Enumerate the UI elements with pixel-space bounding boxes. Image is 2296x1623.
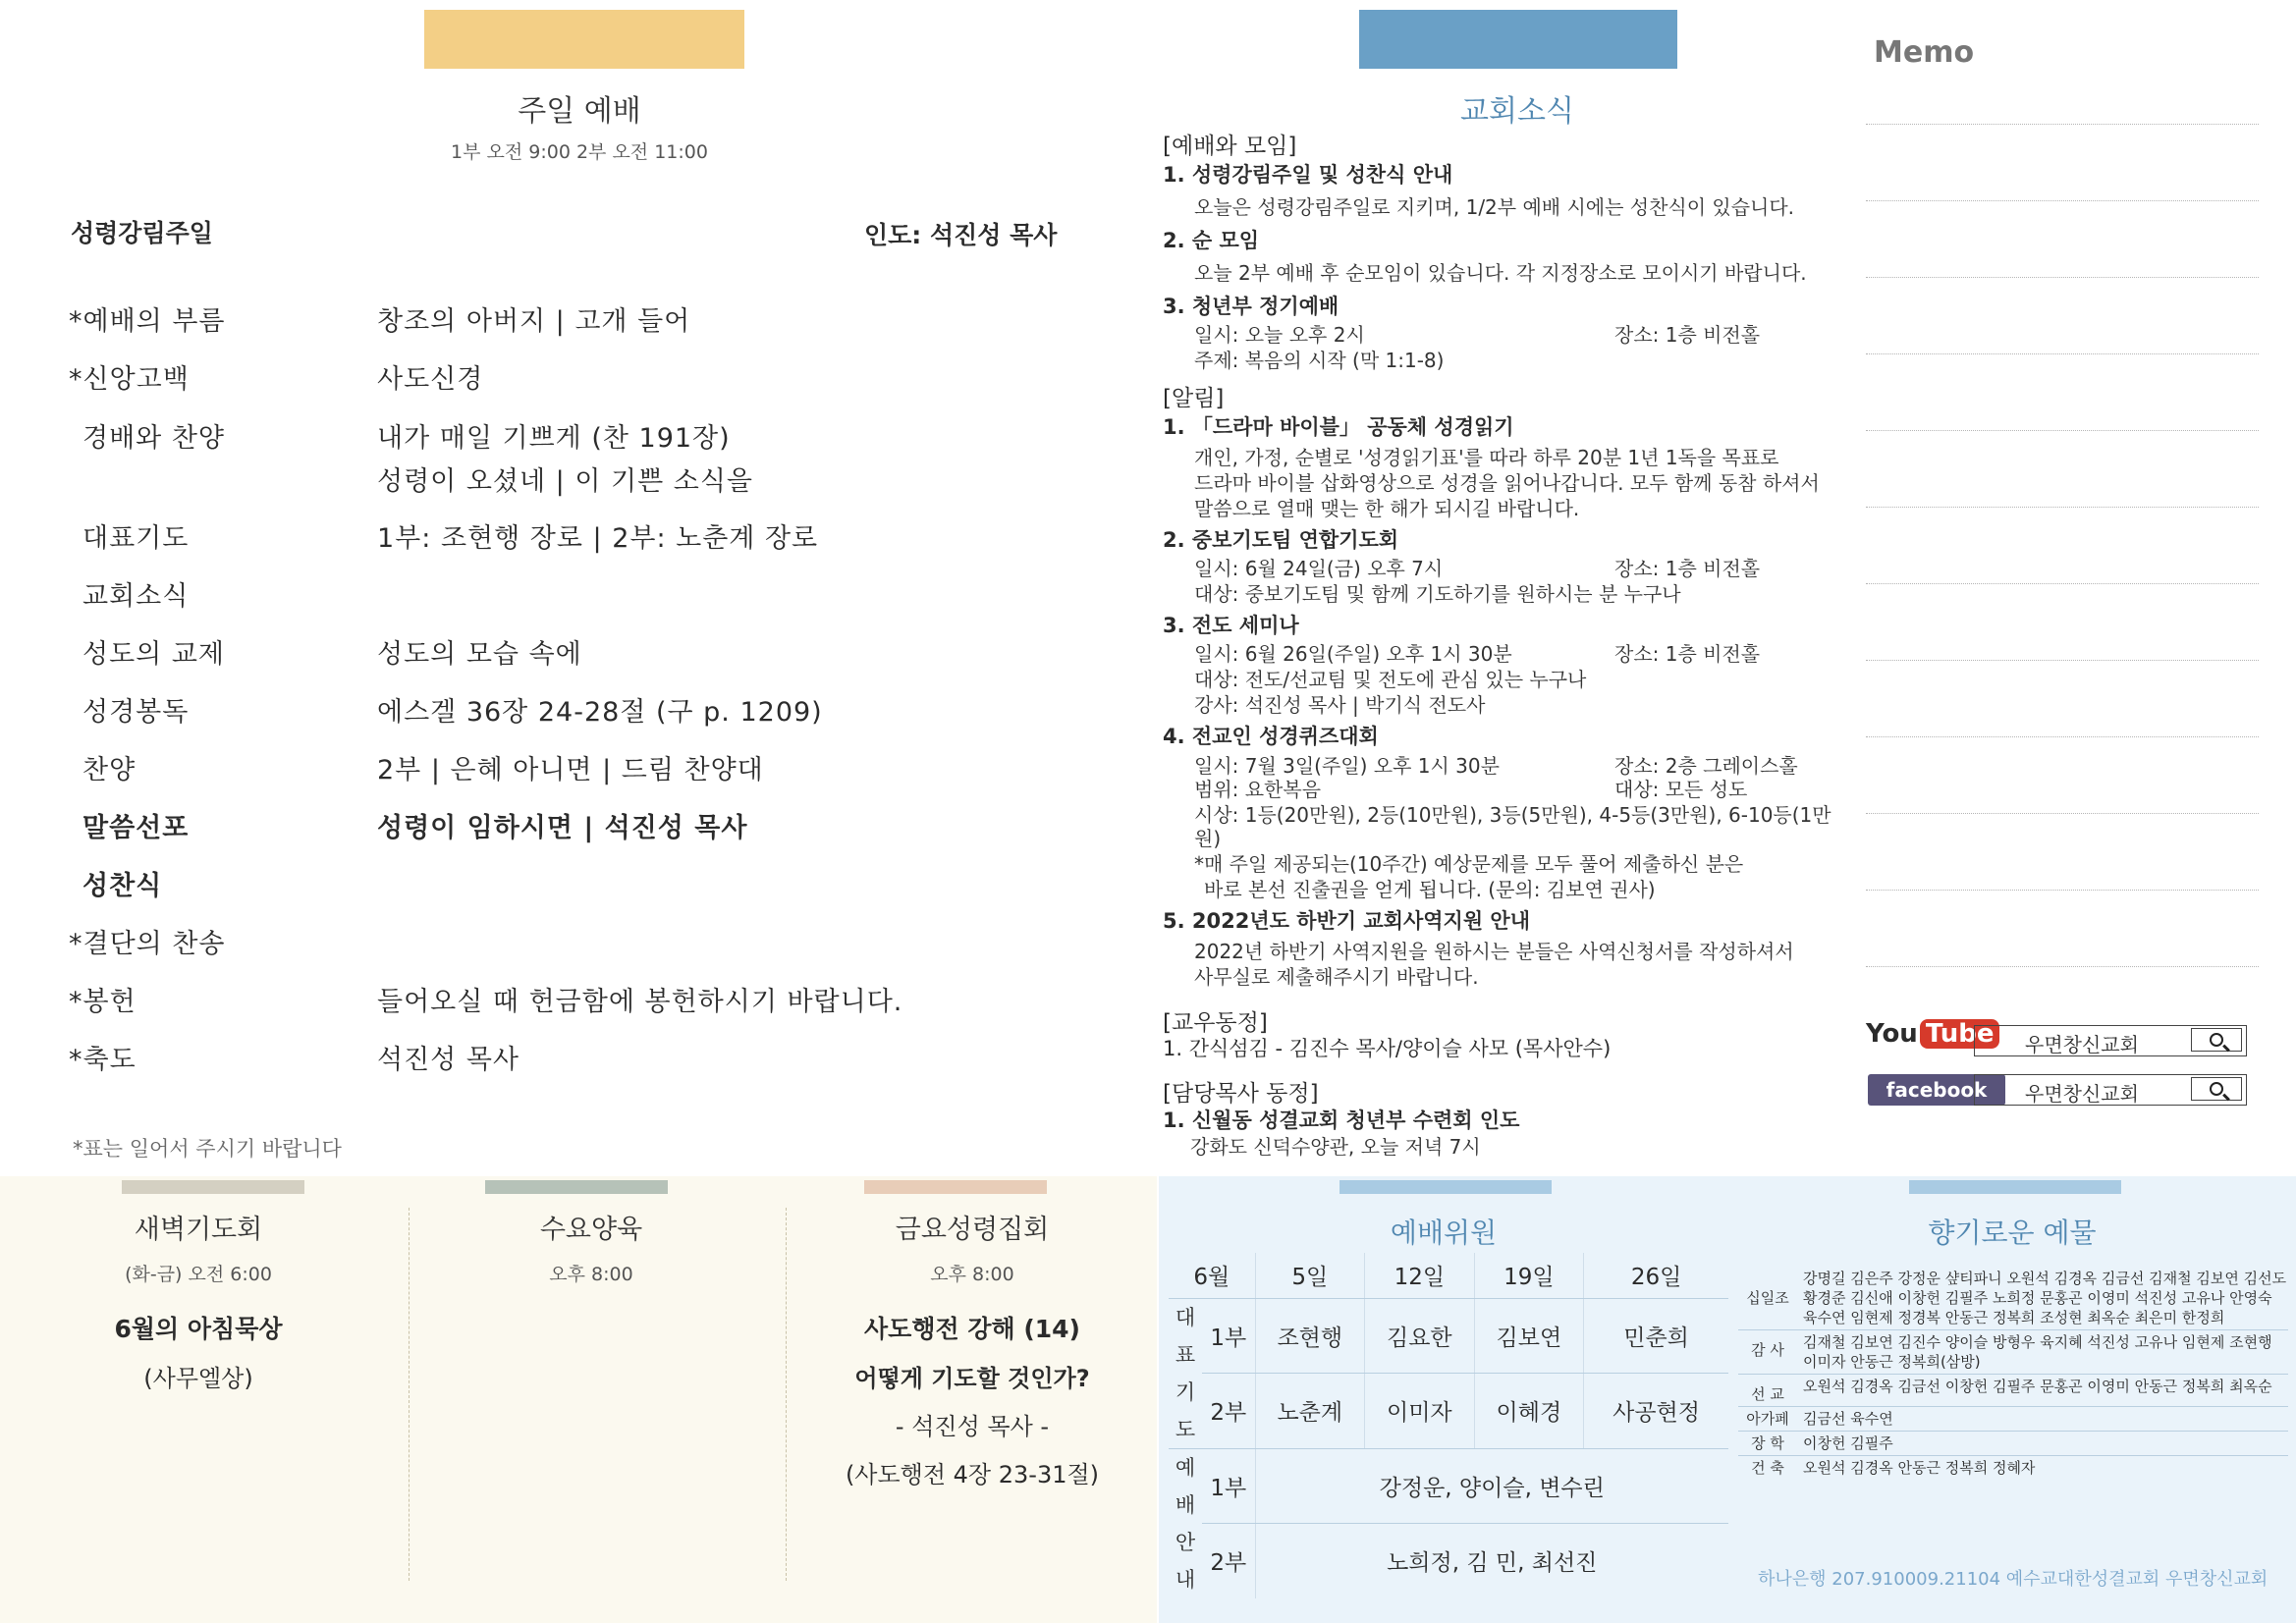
order-value: 성도의 모습 속에 bbox=[377, 639, 582, 670]
name-cell: 이미자 bbox=[1365, 1374, 1475, 1449]
gathering-line: - 석진성 목사 - bbox=[895, 1413, 1050, 1440]
memo-line bbox=[1866, 430, 2259, 431]
news-item-text: 오늘 2부 예배 후 순모임이 있습니다. 각 지정장소로 모이시기 바랍니다. bbox=[1194, 260, 1807, 285]
offerings-list bbox=[1738, 1267, 2288, 1480]
news-item-text: 장소: 1층 비전홀 bbox=[1614, 557, 1761, 581]
news-item-text: 범위: 요한복음 bbox=[1194, 777, 1322, 801]
list-item bbox=[1738, 1432, 2288, 1456]
news-item-text: 바로 본선 진출권을 얻게 됩니다. (문의: 김보연 권사) bbox=[1204, 877, 1656, 901]
news-item-text: 대상: 모든 성도 bbox=[1614, 777, 1748, 801]
group-char: 예 bbox=[1175, 1455, 1196, 1480]
order-item bbox=[69, 357, 1129, 401]
order-label: *축도 bbox=[69, 1045, 137, 1075]
offering-names: 이창헌 김필주 bbox=[1803, 1434, 1893, 1452]
memo-line bbox=[1866, 277, 2259, 278]
order-value: 2부 | 은혜 아니면 | 드림 찬양대 bbox=[377, 755, 764, 785]
order-item bbox=[69, 460, 1129, 503]
date-cell: 19일 bbox=[1474, 1253, 1584, 1298]
list-item bbox=[1738, 1407, 2288, 1432]
order-label: 성도의 교제 bbox=[82, 639, 225, 670]
gathering-line: 6월의 아침묵상 bbox=[114, 1315, 283, 1343]
news-item-title: 3. 전도 세미나 bbox=[1163, 614, 1299, 638]
offering-names: 강명길 김은주 강정운 샾티파니 오원석 김경옥 김금선 김재철 김보연 김선도 황경준 김신애 이창헌 김필주 노희정 문홍곤 이영미 석진성 고유나 안영숙 육수연 임현제 정경복 안동근 정복희 조성현 최옥순 최은미 한정희 bbox=[1803, 1270, 2287, 1326]
header-color-bar bbox=[1359, 10, 1677, 69]
service-cell: 1부 bbox=[1202, 1448, 1255, 1523]
order-label: 성경봉독 bbox=[82, 697, 190, 728]
bank-account: 하나은행 207.910009.21104 예수교대한성결교회 우면창신교회 bbox=[1758, 1569, 2269, 1590]
name-cell: 민춘희 bbox=[1584, 1298, 1728, 1374]
youtube-search-button[interactable] bbox=[2191, 1028, 2242, 1052]
memo-line bbox=[1866, 200, 2259, 201]
table-row bbox=[1169, 1374, 1728, 1449]
gathering-time: (화-금) 오전 6:00 bbox=[125, 1264, 272, 1285]
name-cell: 이혜경 bbox=[1474, 1374, 1584, 1449]
group-char: 안 bbox=[1175, 1530, 1196, 1554]
memo-line bbox=[1866, 890, 2259, 891]
news-item-text: 오늘은 성령강림주일로 지키며, 1/2부 예배 시에는 성찬식이 있습니다. bbox=[1194, 194, 1795, 219]
order-label: *결단의 찬송 bbox=[69, 929, 226, 959]
order-value: 성령이 임하시면 | 석진성 목사 bbox=[377, 813, 748, 843]
news-item-title: 1. 간식섬김 - 김진수 목사/양이슬 사모 (목사안수) bbox=[1163, 1037, 1612, 1061]
date-cell: 12일 bbox=[1365, 1253, 1475, 1298]
order-label: 대표기도 bbox=[82, 523, 190, 554]
youtube-logo-text: You bbox=[1866, 1019, 1918, 1049]
order-value: 창조의 아버지 | 고개 들어 bbox=[377, 306, 691, 337]
divider bbox=[409, 1208, 410, 1581]
news-item-row bbox=[1163, 323, 1840, 347]
search-icon bbox=[2210, 1033, 2223, 1047]
news-item-text: 2022년 하반기 사역지원을 원하시는 분들은 사역신청서를 작성하셔서 bbox=[1194, 939, 1794, 963]
order-label: 교회소식 bbox=[82, 581, 190, 612]
news-item-text: 일시: 6월 24일(금) 오후 7시 bbox=[1194, 557, 1444, 581]
news-item-title: 5. 2022년도 하반기 교회사역지원 안내 bbox=[1163, 908, 1530, 933]
offering-names: 오원석 김경옥 김금선 이창헌 김필주 문홍곤 이영미 안동근 정복희 최옥순 bbox=[1803, 1378, 2272, 1395]
order-value: 석진성 목사 bbox=[377, 1045, 519, 1075]
memo-line bbox=[1866, 353, 2259, 354]
memo-line bbox=[1866, 660, 2259, 661]
offering-type: 선 교 bbox=[1751, 1385, 1784, 1403]
order-item bbox=[69, 516, 1129, 560]
gathering-title: 금요성령집회 bbox=[895, 1215, 1050, 1245]
service-title: 주일 예배 bbox=[518, 94, 641, 129]
service-times: 1부 오전 9:00 2부 오전 11:00 bbox=[451, 141, 708, 163]
news-section-heading: [교우동정] bbox=[1163, 1009, 1268, 1036]
offering-names: 오원석 김경옥 안동근 정복희 정혜자 bbox=[1803, 1459, 2036, 1477]
name-cell: 노희정, 김 민, 최선진 bbox=[1255, 1523, 1728, 1597]
news-section-heading: [예배와 모임] bbox=[1163, 134, 1297, 159]
order-value: 사도신경 bbox=[377, 364, 484, 395]
news-list bbox=[1163, 134, 1840, 1159]
order-item bbox=[69, 416, 1129, 460]
group-char: 대 bbox=[1175, 1305, 1196, 1329]
memo-line bbox=[1866, 583, 2259, 584]
news-item-text: 장소: 1층 비전홀 bbox=[1614, 323, 1761, 348]
month-cell: 6월 bbox=[1169, 1253, 1255, 1298]
gathering-bar bbox=[864, 1180, 1047, 1194]
offering-names: 김재철 김보연 김진수 양이슬 방형우 육지혜 석진성 고유나 임현제 조현행 이미자 안동근 정복희(삼방) bbox=[1803, 1333, 2272, 1371]
youtube-search-text: 우면창신교회 bbox=[2025, 1033, 2139, 1056]
offering-type: 건 축 bbox=[1751, 1459, 1784, 1477]
order-label: 말씀선포 bbox=[82, 813, 190, 843]
memo-line bbox=[1866, 813, 2259, 814]
offering-type: 감 사 bbox=[1751, 1341, 1784, 1359]
news-item-title: 4. 전교인 성경퀴즈대회 bbox=[1163, 725, 1379, 749]
order-item bbox=[69, 980, 1129, 1023]
order-value: 1부: 조현행 장로 | 2부: 노춘계 장로 bbox=[377, 523, 819, 554]
dawn-prayer-card bbox=[31, 1208, 365, 1393]
list-item bbox=[1738, 1375, 2288, 1407]
news-item-text: *매 주일 제공되는(10주간) 예상문제를 모두 풀어 제출하신 분은 bbox=[1194, 851, 1744, 876]
news-item-text: 말씀으로 열매 맺는 한 해가 되시길 바랍니다. bbox=[1194, 496, 1580, 520]
service-cell: 1부 bbox=[1202, 1298, 1255, 1374]
order-item bbox=[69, 690, 1129, 733]
offering-names: 김금선 육수연 bbox=[1803, 1410, 1893, 1428]
table-row bbox=[1169, 1253, 1728, 1298]
news-item-title: 1. 성령강림주일 및 성찬식 안내 bbox=[1163, 162, 1453, 187]
news-item-title: 3. 청년부 정기예배 bbox=[1163, 294, 1339, 318]
date-cell: 5일 bbox=[1255, 1253, 1365, 1298]
news-item-text: 드라마 바이블 삽화영상으로 성경을 읽어나갑니다. 모두 함께 동참 하셔서 bbox=[1194, 470, 1820, 495]
offering-type: 아가페 bbox=[1746, 1410, 1789, 1428]
news-item-text: 대상: 중보기도팀 및 함께 기도하기를 원하시는 분 누구나 bbox=[1194, 582, 1681, 607]
table-row bbox=[1169, 1448, 1728, 1523]
order-item bbox=[69, 748, 1129, 791]
order-item bbox=[69, 632, 1129, 676]
divider bbox=[786, 1208, 787, 1581]
news-item-text: 장소: 1층 비전홀 bbox=[1614, 642, 1761, 667]
news-item-title: 1. 「드라마 바이블」 공동체 성경읽기 bbox=[1163, 414, 1514, 439]
news-item-row bbox=[1163, 754, 1840, 778]
gathering-title: 새벽기도회 bbox=[134, 1215, 263, 1245]
name-cell: 강정운, 양이슬, 변수린 bbox=[1255, 1448, 1728, 1523]
search-icon bbox=[2210, 1082, 2223, 1096]
list-item bbox=[1738, 1456, 2288, 1480]
facebook-search-box[interactable] bbox=[1974, 1074, 2247, 1106]
order-value: 내가 매일 기쁘게 (찬 191장) bbox=[377, 423, 731, 454]
news-item-title: 1. 신월동 성결교회 청년부 수련회 인도 bbox=[1163, 1109, 1520, 1133]
service-cell: 2부 bbox=[1210, 1550, 1247, 1577]
group-char: 도 bbox=[1175, 1417, 1196, 1441]
order-item bbox=[69, 299, 1129, 343]
news-item-title: 2. 순 모임 bbox=[1163, 228, 1260, 252]
sunday-name: 성령강림주일 bbox=[71, 219, 213, 247]
list-item bbox=[1738, 1267, 2288, 1330]
gathering-time: 오후 8:00 bbox=[930, 1264, 1014, 1285]
news-title: 교회소식 bbox=[1460, 94, 1574, 129]
news-item-text: 개인, 가정, 순별로 '성경읽기표'를 따라 하루 20분 1년 1독을 목표로 bbox=[1194, 445, 1779, 469]
offering-type: 장 학 bbox=[1751, 1434, 1784, 1452]
news-item-text: 주제: 복음의 시작 (막 1:1-8) bbox=[1194, 349, 1445, 373]
news-item-text: 일시: 6월 26일(주일) 오후 1시 30분 bbox=[1194, 642, 1512, 667]
facebook-search-button[interactable] bbox=[2191, 1077, 2242, 1101]
committee-table bbox=[1169, 1253, 1728, 1598]
name-cell: 사공현정 bbox=[1584, 1374, 1728, 1449]
gathering-title: 수요양육 bbox=[539, 1215, 643, 1245]
order-value: 들어오실 때 헌금함에 봉헌하시기 바랍니다. bbox=[377, 987, 903, 1017]
news-item-text: 강화도 신덕수양관, 오늘 저녁 7시 bbox=[1190, 1135, 1481, 1160]
header-color-bar bbox=[424, 10, 744, 69]
order-label: 찬양 bbox=[82, 755, 137, 785]
order-item bbox=[69, 864, 1129, 907]
order-label: 경배와 찬양 bbox=[82, 423, 225, 454]
news-item-text: 시상: 1등(20만원), 2등(10만원), 3등(5만원), 4-5등(3만원), 6-10등(1만원) bbox=[1194, 802, 1831, 850]
offering-type: 십일조 bbox=[1746, 1289, 1789, 1307]
committee-title: 예배위원 bbox=[1390, 1217, 1498, 1249]
news-item-row bbox=[1163, 778, 1840, 801]
friday-card bbox=[805, 1208, 1139, 1489]
offerings-title: 향기로운 예물 bbox=[1928, 1217, 2097, 1249]
memo-line bbox=[1866, 966, 2259, 967]
list-item bbox=[1738, 1330, 2288, 1375]
group-char: 기 bbox=[1175, 1380, 1196, 1404]
service-cell: 2부 bbox=[1202, 1374, 1255, 1449]
youtube-logo-badge: Tube bbox=[1920, 1019, 2000, 1049]
memo-line bbox=[1866, 124, 2259, 125]
stand-note: *표는 일어서 주시기 바랍니다 bbox=[73, 1137, 342, 1161]
name-cell: 노춘계 bbox=[1255, 1374, 1365, 1449]
order-value: 에스겔 36장 24-28절 (구 p. 1209) bbox=[377, 697, 823, 728]
youtube-search-box[interactable] bbox=[1974, 1025, 2247, 1056]
committee-bar bbox=[1339, 1180, 1552, 1194]
news-item-text: 장소: 2층 그레이스홀 bbox=[1614, 753, 1798, 778]
order-label: 성찬식 bbox=[82, 871, 163, 901]
table-row bbox=[1169, 1298, 1728, 1374]
order-item bbox=[69, 574, 1129, 618]
gathering-line: (사도행전 4장 23-31절) bbox=[845, 1461, 1100, 1488]
group-char: 내 bbox=[1175, 1567, 1196, 1592]
news-item-text: 대상: 전도/선교팀 및 전도에 관심 있는 누구나 bbox=[1194, 668, 1587, 692]
name-cell: 조현행 bbox=[1255, 1298, 1365, 1374]
group-char: 표 bbox=[1175, 1342, 1196, 1367]
group-char: 배 bbox=[1175, 1492, 1196, 1517]
order-label: *신앙고백 bbox=[69, 364, 190, 395]
offerings-bar bbox=[1909, 1180, 2121, 1194]
gathering-time: 오후 8:00 bbox=[549, 1264, 633, 1285]
wednesday-card bbox=[424, 1208, 758, 1286]
facebook-search-text: 우면창신교회 bbox=[2025, 1082, 2139, 1106]
table-row bbox=[1169, 1523, 1728, 1597]
gathering-line: 어떻게 기도할 것인가? bbox=[854, 1365, 1090, 1392]
news-item-text: 일시: 오늘 오후 2시 bbox=[1194, 323, 1365, 348]
news-item-text: 사무실로 제출해주시기 바랍니다. bbox=[1194, 964, 1479, 989]
news-item-row bbox=[1163, 557, 1840, 580]
service-leader: 인도: 석진성 목사 bbox=[864, 221, 1058, 249]
memo-line bbox=[1866, 736, 2259, 737]
order-item bbox=[69, 1038, 1129, 1081]
gathering-bar bbox=[122, 1180, 304, 1194]
news-item-text: 일시: 7월 3일(주일) 오후 1시 30분 bbox=[1194, 753, 1500, 778]
news-item-text: 강사: 석진성 목사 | 박기식 전도사 bbox=[1194, 693, 1486, 718]
order-item bbox=[69, 922, 1129, 965]
facebook-logo: facebook bbox=[1868, 1074, 2005, 1106]
memo-title: Memo bbox=[1874, 35, 1975, 70]
name-cell: 김보연 bbox=[1474, 1298, 1584, 1374]
date-cell: 26일 bbox=[1584, 1253, 1728, 1298]
order-item bbox=[69, 806, 1129, 849]
gathering-bar bbox=[485, 1180, 668, 1194]
row-group-label bbox=[1169, 1298, 1202, 1448]
order-label: *봉헌 bbox=[69, 987, 137, 1017]
order-value: 성령이 오셨네 | 이 기쁜 소식을 bbox=[377, 466, 753, 497]
gathering-line: (사무엘상) bbox=[143, 1365, 253, 1392]
news-section-heading: [담당목사 동정] bbox=[1163, 1081, 1319, 1108]
order-label: *예배의 부름 bbox=[69, 306, 226, 337]
gathering-line: 사도행전 강해 (14) bbox=[864, 1315, 1080, 1343]
news-item-row bbox=[1163, 642, 1840, 666]
name-cell: 김요한 bbox=[1365, 1298, 1475, 1374]
row-group-label bbox=[1169, 1448, 1202, 1598]
news-item-title: 2. 중보기도팀 연합기도회 bbox=[1163, 527, 1399, 552]
news-section-heading: [알림] bbox=[1163, 386, 1225, 412]
memo-line bbox=[1866, 507, 2259, 508]
